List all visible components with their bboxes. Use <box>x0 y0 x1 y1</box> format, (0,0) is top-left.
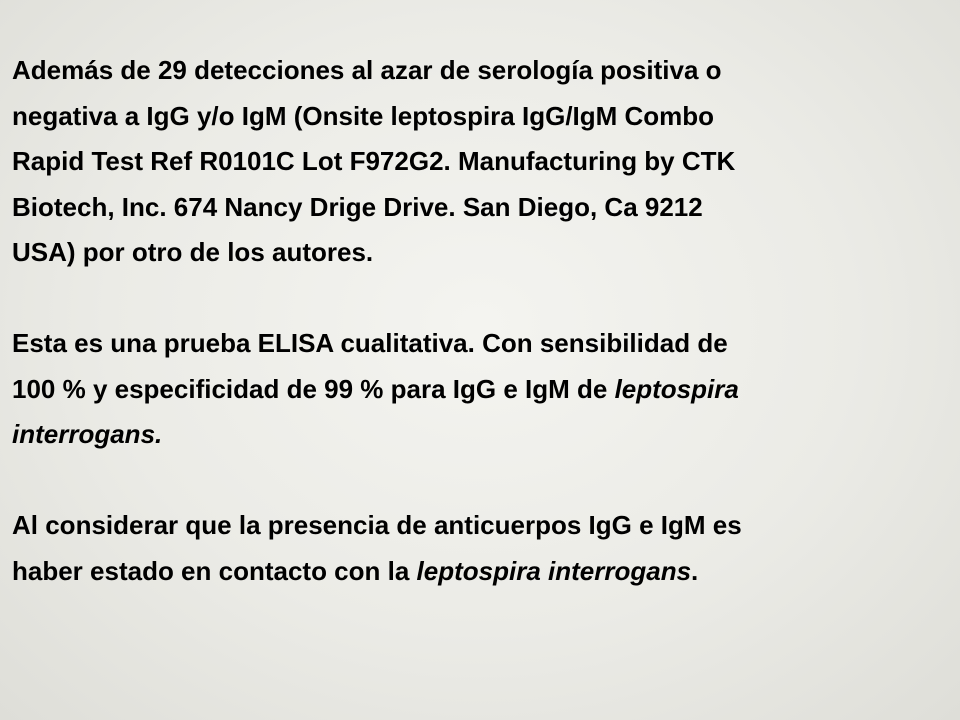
text-line <box>12 48 920 94</box>
text-run: USA) por otro de los autores. <box>12 237 374 267</box>
italic-species-name: leptospira interrogans <box>416 555 692 586</box>
text-line <box>12 549 920 595</box>
text-line <box>12 230 920 276</box>
italic-species-name: interrogans. <box>12 419 163 449</box>
italic-species-name: leptospira <box>614 373 739 404</box>
text-run: Rapid Test Ref R0101C Lot F972G2. Manufacturing by CTK <box>12 146 736 176</box>
text-line <box>12 367 920 413</box>
text-line <box>12 185 920 231</box>
text-line <box>12 503 920 549</box>
text-run: . <box>691 555 699 586</box>
paragraph-serology <box>12 48 920 276</box>
text-run: 100 % y especificidad de 99 % para IgG e IgM de <box>12 373 615 404</box>
text-line <box>12 412 920 458</box>
text-run: haber estado en contacto con la <box>12 555 417 586</box>
text-run: Esta es una prueba ELISA cualitativa. Con sensibilidad de <box>12 328 728 358</box>
text-run: negativa a IgG y/o IgM (Onsite leptospira IgG/IgM Combo <box>12 100 715 131</box>
text-line <box>12 321 920 367</box>
text-run: Biotech, Inc. 674 Nancy Drige Drive. San Diego, Ca 9212 <box>12 191 703 222</box>
text-line <box>12 139 920 185</box>
text-run: Al considerar que la presencia de anticuerpos IgG e IgM es <box>12 510 742 540</box>
text-line <box>12 94 920 140</box>
paragraph-elisa <box>12 321 920 458</box>
paragraph-antibodies <box>12 503 920 594</box>
text-run: Además de 29 detecciones al azar de serología positiva o <box>12 55 722 85</box>
